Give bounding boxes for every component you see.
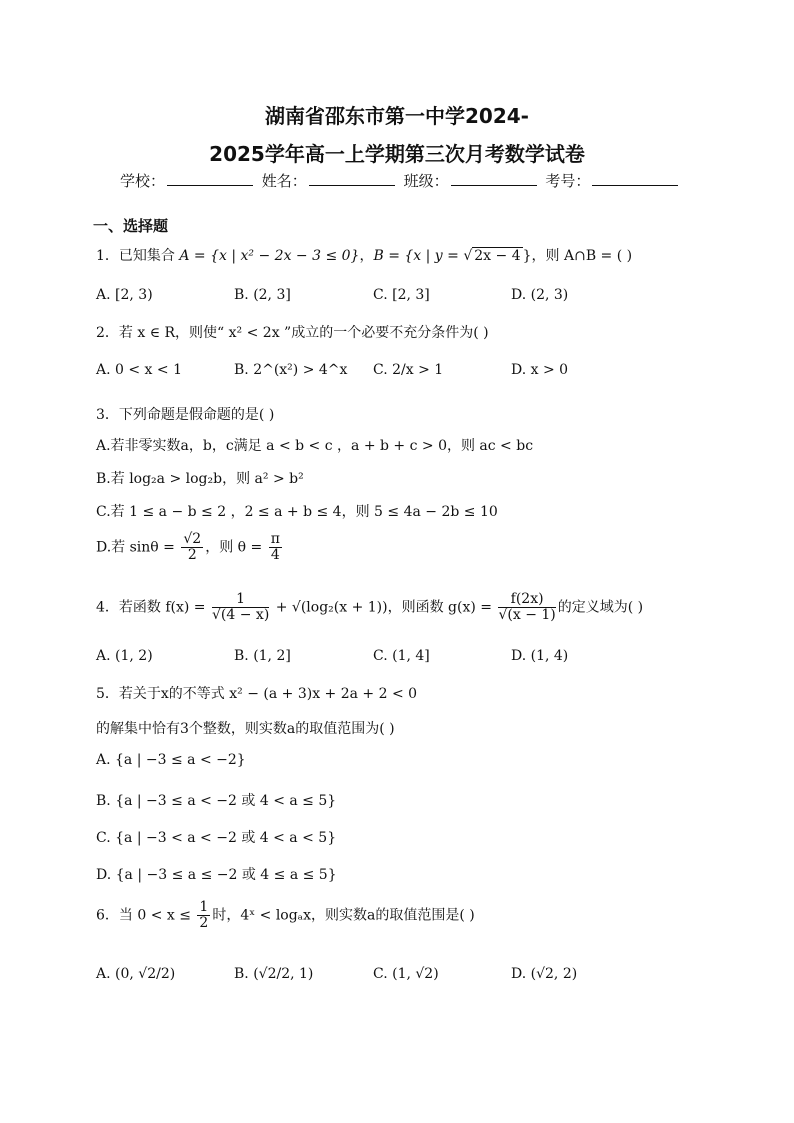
question-2: 2．若 x ∈ R，则使“ x² < 2x ”成立的一个必要不充分条件为( ): [96, 325, 489, 341]
q1-option-c[interactable]: C. [2, 3]: [373, 287, 430, 303]
q3-d-pre: D.若 sinθ =: [96, 539, 180, 556]
title-line-2: 2025学年高一上学期第三次月考数学试卷: [209, 142, 585, 166]
q3-d-mid: ，则 θ =: [205, 539, 267, 556]
exam-no-blank[interactable]: [592, 173, 678, 186]
q4-option-a[interactable]: A. (1, 2): [96, 648, 153, 664]
q6-option-a[interactable]: A. (0, √2/2): [96, 966, 176, 982]
q4-f-num: 1: [212, 592, 269, 608]
q1-option-d[interactable]: D. (2, 3): [511, 287, 569, 303]
section-heading: 一、选择题: [93, 217, 169, 235]
class-label: 班级：: [403, 172, 449, 190]
q4-mid: ，则函数 g(x) =: [387, 599, 497, 616]
name-blank[interactable]: [309, 173, 395, 186]
q3-option-c[interactable]: C.若 1 ≤ a − b ≤ 2 ，2 ≤ a + b ≤ 4，则 5 ≤ 4a − 2b ≤ 10: [96, 504, 498, 520]
question-5-line-2: 的解集中恰有3个整数，则实数a的取值范围为( ): [96, 721, 395, 737]
q4-f-frac: [212, 592, 269, 623]
q4-g-frac: [498, 592, 555, 623]
q5-option-c[interactable]: C. {a | −3 < a < −2 或 4 < a < 5}: [96, 830, 337, 846]
q4-option-d[interactable]: D. (1, 4): [511, 648, 569, 664]
q3-d-frac-1: [181, 532, 203, 563]
student-info-row: [120, 170, 682, 191]
q5-option-d[interactable]: D. {a | −3 ≤ a ≤ −2 或 4 ≤ a ≤ 5}: [96, 867, 337, 883]
q4-log: √(log₂(x + 1)): [291, 599, 388, 616]
school-blank[interactable]: [167, 173, 253, 186]
q3-d-den-1: 2: [187, 547, 197, 563]
q3-d-num-1: √2: [183, 531, 202, 547]
q1-option-b[interactable]: B. (2, 3]: [234, 287, 291, 303]
q6-num: 1: [199, 899, 209, 915]
q1-set-a: A = {x | x² − 2x − 3 ≤ 0}: [179, 248, 360, 264]
q2-option-d[interactable]: D. x > 0: [511, 362, 569, 378]
q4-g-num: f(2x): [498, 592, 555, 608]
q6-pre: 6．当 0 < x ≤: [96, 907, 196, 924]
q5-option-b[interactable]: B. {a | −3 ≤ a < −2 或 4 < a ≤ 5}: [96, 793, 337, 809]
q5-option-a[interactable]: A. {a | −3 ≤ a < −2}: [96, 752, 246, 768]
q4-option-b[interactable]: B. (1, 2]: [234, 648, 291, 664]
q6-option-d[interactable]: D. (√2, 2): [511, 966, 578, 982]
q1-set-b-pre: B = {x | y =: [373, 248, 464, 264]
name-label: 姓名：: [261, 172, 307, 190]
q6-post: 时，4ˣ < logₐx，则实数a的取值范围是( ): [212, 907, 475, 924]
q1-set-b-post: }: [522, 248, 532, 264]
q3-option-b[interactable]: B.若 log₂a > log₂b，则 a² > b²: [96, 471, 304, 487]
title-line-1: 湖南省邵东市第一中学2024-: [265, 104, 529, 128]
q4-option-c[interactable]: C. (1, 4]: [373, 648, 430, 664]
q2-option-b[interactable]: B. 2^(x²) > 4^x: [234, 362, 348, 378]
question-1: 1．已知集合 A = {x | x² − 2x − 3 ≤ 0}，B = {x | y = √ 2x − 4 }，则 A∩B = ( ): [96, 248, 633, 264]
q4-g-den: √(x − 1): [498, 607, 556, 623]
q4-ask: 的定义域为( ): [557, 599, 644, 616]
q3-d-frac-2: [269, 532, 282, 563]
q4-f-den: √(4 − x): [212, 607, 270, 623]
q3-d-den-2: 4: [270, 547, 280, 563]
q1-ask: ，则 A∩B = ( ): [531, 248, 633, 264]
q1-set-b-radicand: 2x − 4: [474, 248, 521, 264]
q6-frac: [197, 900, 210, 931]
question-4: [96, 592, 643, 623]
question-3: 3．下列命题是假命题的是( ): [96, 407, 275, 423]
school-label: 学校：: [120, 172, 166, 190]
q3-option-d[interactable]: [96, 532, 284, 563]
q6-option-c[interactable]: C. (1, √2): [373, 966, 439, 982]
question-6: [96, 900, 475, 931]
class-blank[interactable]: [451, 173, 537, 186]
q2-option-a[interactable]: A. 0 < x < 1: [96, 362, 182, 378]
q6-den: 2: [199, 915, 209, 931]
q3-option-a[interactable]: A.若非零实数a，b，c满足 a < b < c ，a + b + c > 0，则 ac < bc: [96, 438, 534, 454]
question-5-line-1: 5．若关于x的不等式 x² − (a + 3)x + 2a + 2 < 0: [96, 686, 418, 702]
q1-prefix: 1．已知集合: [96, 248, 180, 264]
q4-prefix: 4．若函数 f(x) =: [96, 599, 210, 616]
exam-no-label: 考号：: [545, 172, 591, 190]
q1-option-a[interactable]: A. [2, 3): [96, 287, 153, 303]
q1-sep: ，: [359, 248, 374, 264]
q2-option-c[interactable]: C. 2/x > 1: [373, 362, 444, 378]
q4-plus: +: [271, 599, 292, 616]
q6-option-b[interactable]: B. (√2/2, 1): [234, 966, 314, 982]
q3-d-num-2: π: [270, 531, 280, 547]
